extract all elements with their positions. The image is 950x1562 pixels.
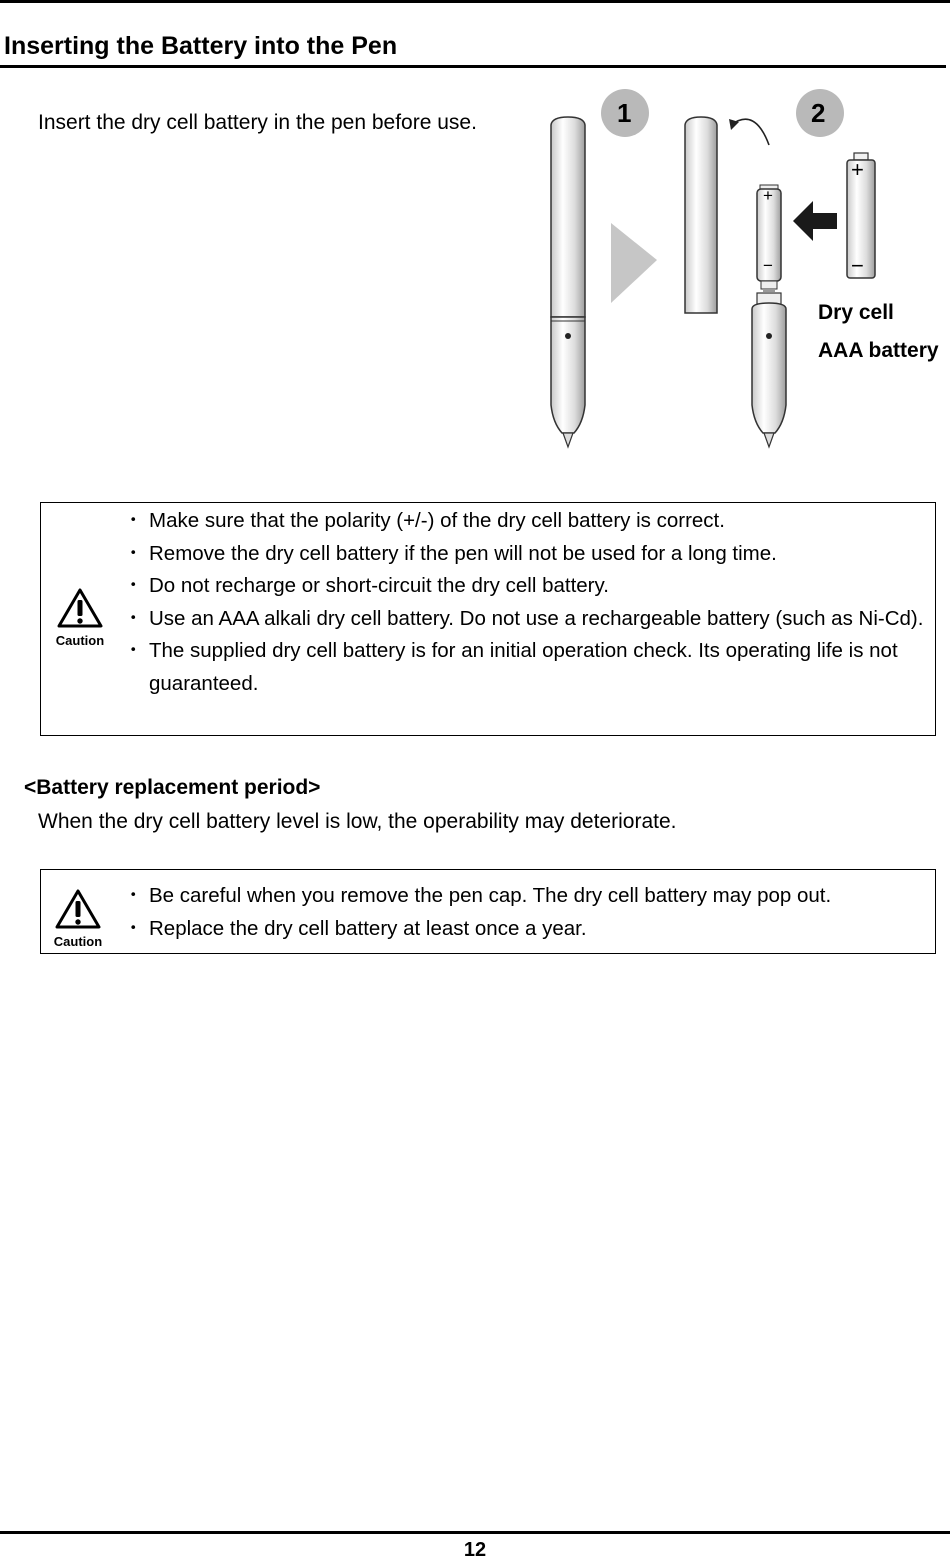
aaa-battery-label: AAA battery (818, 339, 939, 362)
replacement-heading: <Battery replacement period> (24, 776, 321, 799)
caution-list-2 (123, 880, 927, 945)
pen-body-open (752, 293, 786, 447)
caution-label-1: Caution (55, 633, 105, 648)
battery-plus: + (851, 157, 864, 182)
caution-icon-2 (43, 888, 113, 949)
caution-box-1 (40, 502, 936, 736)
caution-item: ・ The supplied dry cell battery is for an initial operation check. Its operating life is not guaranteed. (123, 639, 898, 695)
caution-item: ・ Make sure that the polarity (+/-) of the dry cell battery is correct. (123, 509, 725, 532)
caution-item: ・ Do not recharge or short-circuit the dry cell battery. (123, 574, 609, 597)
inserted-battery-plus: + (763, 186, 773, 205)
caution-item: ・ Replace the dry cell battery at least once a year. (123, 916, 587, 940)
pen-cap-removed (685, 117, 717, 313)
battery-minus: − (851, 253, 864, 278)
caution-item: ・ Use an AAA alkali dry cell battery. Do not use a rechargeable battery (such as Ni-Cd). (123, 606, 924, 630)
pen-closed (551, 117, 585, 447)
caution-box-2 (40, 869, 936, 954)
battery-illustration (525, 85, 950, 465)
step-1-label: 1 (617, 98, 632, 128)
transition-arrow (611, 223, 657, 303)
caution-list-1 (123, 505, 927, 700)
dry-cell-label: Dry cell (818, 301, 894, 324)
page-number: 12 (463, 1539, 487, 1561)
caution-item: ・ Remove the dry cell battery if the pen will not be used for a long time. (123, 541, 777, 565)
caution-label-2: Caution (53, 934, 103, 949)
replacement-text: When the dry cell battery level is low, the operability may deteriorate. (38, 810, 677, 833)
warning-triangle-icon (56, 587, 104, 629)
battery-insertion-figure (525, 85, 950, 465)
intro-text: Insert the dry cell battery in the pen before use. (38, 111, 477, 134)
step-2-label: 2 (811, 98, 826, 128)
insert-arrow-icon (793, 201, 837, 241)
inserted-battery-minus: − (763, 256, 773, 275)
title-rule (0, 65, 946, 68)
footer-rule (0, 1531, 950, 1534)
warning-triangle-icon (54, 888, 102, 930)
top-rule (0, 0, 950, 3)
caution-item: ・ Be careful when you remove the pen cap. The dry cell battery may pop out. (123, 884, 832, 907)
page-title: Inserting the Battery into the Pen (4, 32, 398, 60)
caution-icon-1 (45, 587, 115, 648)
